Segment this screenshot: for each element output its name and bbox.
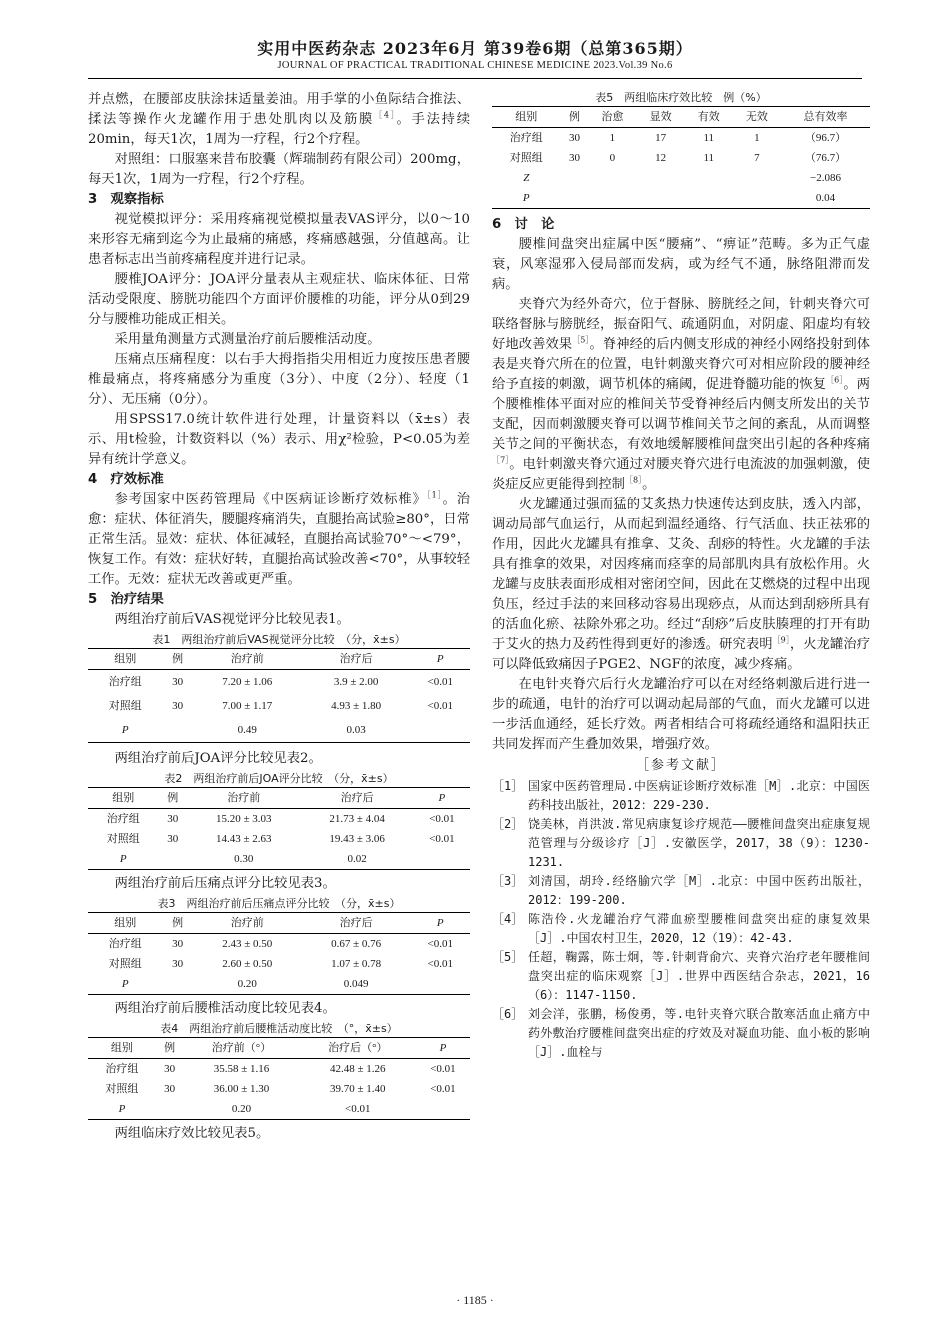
table-row [88, 1059, 470, 1080]
paragraph-table3-ref: 两组治疗前后压痛点评分比较见表3。 [114, 876, 336, 891]
table-header-cell: 治疗前（°） [183, 1038, 299, 1059]
reference-text: 饶美林，肖洪波.常见病康复诊疗规范——腰椎间盘突出症康复规范管理与分级诊疗［J］.安徽医学，2017，38（9）：1230-1231. [528, 817, 870, 869]
table-cell: 30 [164, 1063, 176, 1075]
paragraph-control-group: 对照组：口服塞来昔布胶囊（辉瑞制药有限公司）200mg，每天1次，1周为一疗程，行2个疗程。 [88, 152, 470, 187]
table-cell: <0.01 [300, 1099, 416, 1120]
table-cell: 30 [172, 676, 184, 688]
table-cell: 11 [703, 132, 715, 144]
table-cell: 30 [172, 958, 184, 970]
table-cell: 0 [609, 152, 616, 164]
table-header-cell: 治疗前 [187, 788, 300, 809]
table-cell: <0.01 [430, 1083, 456, 1095]
table-cell: P [88, 1099, 156, 1120]
table-cell: 对照组 [105, 1083, 139, 1095]
table-header-cell: 治疗前 [193, 649, 302, 670]
paragraph-criteria: 参考国家中医药管理局《中医病证诊断疗效标椎》$^{[1]}$。治愈：症状、体征消失，腰腿疼痛消失，直腿抬高试验≥80°，日常正常生活。显效：症状、体征减轻，直腿抬高试验70°～<79°，恢复工作。有效：症状好转，直腿抬高试验改善<70°，从事较轻工作。无效：症状无改善或更严重。 [88, 490, 471, 587]
table-cell [411, 718, 470, 743]
table-cell: 0.04 [781, 188, 870, 209]
table-cell [733, 188, 781, 209]
table-header-cell: P [411, 649, 470, 670]
table-cell: 7.20 ± 1.06 [222, 676, 273, 688]
table-header-cell: 组别 [492, 107, 561, 128]
table-cell: <0.01 [429, 813, 455, 825]
paragraph-pressure: 压痛点压痛程度：以右手大拇指指尖用相近力度按压患者腰椎最痛点，将疼痛感分为重度（3分）、中度（2分）、轻度（1分）、无压痛（0分）。 [88, 352, 470, 407]
table-header-cell: 治愈 [588, 107, 636, 128]
reference-text: 刘清国，胡玲.经络腧穴学［M］.北京：中国中医药出版社，2012：199-200. [528, 874, 870, 907]
references-heading: ［参考文献］ [635, 758, 726, 773]
table-cell: 治疗组 [509, 132, 543, 144]
paragraph-table1-ref: 两组治疗前后VAS视觉评分比较见表1。 [114, 612, 350, 627]
table-cell [158, 849, 187, 870]
table-cell: P [492, 188, 561, 209]
table-cell [561, 168, 589, 188]
table-2 [88, 787, 470, 870]
table-cell [588, 188, 636, 209]
table-4 [88, 1037, 470, 1120]
table-cell: 36.00 ± 1.30 [213, 1083, 270, 1095]
reference-text: 陈浩伶.火龙罐治疗气滞血瘀型腰椎间盘突出症的康复效果［J］.中国农村卫生，2020，12（19）：42-43. [528, 912, 870, 945]
table-cell: P [88, 974, 163, 995]
table-header-cell: 治疗后（°） [300, 1038, 416, 1059]
table-cell [685, 188, 733, 209]
table-cell: 2.60 ± 0.50 [222, 958, 273, 970]
table2-caption: 表2 两组治疗前后JOA评分比较 （分，x̄±s） [164, 772, 394, 785]
paragraph-rom: 采用量角测量方式测量治疗前后腰椎活动度。 [114, 332, 381, 347]
table-header-cell: 无效 [733, 107, 781, 128]
table-header-cell: P [416, 1038, 470, 1059]
reference-item [492, 872, 870, 910]
reference-list [492, 777, 870, 1062]
table-row [88, 1079, 470, 1099]
section-3-heading: 3 观察指标 [88, 192, 164, 207]
reference-item [492, 1005, 870, 1062]
table-header-cell: 治疗后 [302, 649, 411, 670]
table3-caption: 表3 两组治疗前后压痛点评分比较 （分，x̄±s） [157, 897, 401, 910]
reference-number: ［6］ [492, 1007, 524, 1021]
table1-caption: 表1 两组治疗前后VAS视觉评分比较 （分，x̄±s） [152, 633, 406, 646]
reference-item [492, 777, 870, 815]
table-cell: 对照组 [108, 958, 142, 970]
discussion-paragraph-1: 腰椎间盘突出症属中医“腰痛”、“痹证”范畴。多为正气虚衰，风寒湿邪入侵局部而发病，或为经气不通，脉络阻滞而发病。 [492, 237, 870, 292]
table-row [88, 670, 470, 695]
table-cell: 30 [172, 938, 184, 950]
table4-caption: 表4 两组治疗前后腰椎活动度比较 （°，x̄±s） [160, 1022, 398, 1035]
table-cell [637, 188, 685, 209]
table-header-cell: 例 [561, 107, 589, 128]
table-cell: 1 [754, 132, 760, 144]
table-header-cell: 组别 [88, 913, 163, 934]
table-row [88, 718, 470, 743]
discussion-paragraph-4: 在电针夹脊穴后行火龙罐治疗可以在对经络刺激后进行进一步的疏通，电针的治疗可以调动起局部的气血，而火龙罐可以进一步活血通经，延长疗效。两者相结合可将疏经通络和温阳扶正共同发挥而产生叠加效果，增强疗效。 [492, 677, 870, 752]
table-cell: P [88, 849, 158, 870]
table-cell: −2.086 [810, 172, 841, 184]
table-cell: 12 [655, 152, 667, 164]
table-cell: （96.7） [804, 132, 847, 144]
table-row [492, 168, 870, 188]
table-cell [685, 168, 733, 188]
table-cell: 35.58 ± 1.16 [213, 1063, 270, 1075]
table-row [88, 809, 470, 830]
table-header-cell: 显效 [637, 107, 685, 128]
table-cell [411, 974, 470, 995]
table-cell: 治疗组 [106, 813, 140, 825]
table-cell: 0.49 [193, 718, 302, 743]
table-cell: 3.9 ± 2.00 [333, 676, 379, 688]
reference-number: ［4］ [492, 912, 524, 926]
table-header-cell: 组别 [88, 649, 163, 670]
table-cell: <0.01 [427, 676, 454, 688]
table-cell: 30 [167, 833, 179, 845]
reference-item [492, 948, 870, 1005]
table-header-cell: P [411, 913, 470, 934]
table-cell [156, 1099, 184, 1120]
table-cell [637, 168, 685, 188]
table-cell: 19.43 ± 3.06 [329, 833, 385, 845]
table-cell: 21.73 ± 4.04 [329, 813, 385, 825]
paragraph-intro: 并点燃，在腰部皮肤涂抹适量姜油。用手掌的小鱼际结合推法、揉法等操作火龙罐作用于患处肌肉以及筋膜$^{[4]}$。手法持续20min，每天1次，1周为一疗程，行2个疗程。 [88, 92, 471, 147]
table-header-cell: 治疗前 [193, 913, 302, 934]
table-row [492, 128, 870, 149]
table-row [88, 849, 470, 870]
table-cell: 对照组 [106, 833, 140, 845]
table-cell [733, 168, 781, 188]
table-cell: 1 [609, 132, 616, 144]
table-cell: 30 [568, 152, 580, 164]
table-cell: 30 [172, 700, 184, 712]
table-header-cell: 总有效率 [781, 107, 870, 128]
table-cell: 0.20 [183, 1099, 299, 1120]
table-cell: 0.67 ± 0.76 [331, 938, 382, 950]
table-cell: Z [523, 172, 530, 184]
table-cell: 对照组 [509, 152, 543, 164]
section-4-heading: 4 疗效标准 [88, 472, 164, 487]
table-cell [414, 849, 470, 870]
table-cell: 0.30 [187, 849, 300, 870]
table-cell [163, 718, 193, 743]
section-6-heading: 6 讨 论 [492, 217, 555, 232]
table-header-cell: 有效 [685, 107, 733, 128]
table-row [88, 954, 470, 974]
table-cell: 0.20 [193, 974, 302, 995]
reference-text: 刘会洋，张鹏，杨俊勇，等.电针夹脊穴联合散寒活血止痛方中药外敷治疗腰椎间盘突出症的疗效及对凝血功能、血小板的影响［J］.血栓与 [528, 1007, 870, 1059]
reference-item [492, 910, 870, 948]
table-cell: 0.02 [300, 849, 413, 870]
reference-number: ［5］ [492, 950, 524, 964]
section-5-heading: 5 治疗结果 [88, 592, 164, 607]
table-cell: 1.07 ± 0.78 [331, 958, 382, 970]
table-cell: 17 [655, 132, 667, 144]
table-cell: 治疗组 [108, 938, 142, 950]
table-cell [561, 188, 589, 209]
table-header-cell: 例 [158, 788, 187, 809]
table-cell: 0.049 [302, 974, 411, 995]
page-number: · 1185 · [456, 1293, 494, 1307]
table-cell: <0.01 [427, 700, 454, 712]
table-cell [163, 974, 193, 995]
discussion-paragraph-3: 火龙罐通过强而猛的艾炙热力快速传达到皮肤，透入内部，调动局部气血运行，从而起到温经通络、行气活血、扶正祛邪的作用，因此火龙罐具有推拿、艾灸、刮痧的特性。火龙罐的手法具有推拿的效果，对因疼痛而痉挛的局部肌肉具有放松作用。火龙罐与皮肤表面形成相对密闭空间，因此在艾燃烧的过程中出现负压，经过手法的来回移动容易出现痧点，从而达到刮痧所具有的活血化瘀、祛除外邪之功。经过“刮痧”后皮肤腠理的打开有助于艾火的热力及药性得到更好的渗透。研究表明$^{[9]}$，火龙罐治疗可以降低致痛因子PGE2、NGF的浓度，减少疼痛。 [492, 497, 871, 672]
table-cell: 对照组 [108, 700, 142, 712]
table5-caption: 表5 两组临床疗效比较 例（%） [595, 91, 767, 104]
table-cell: 11 [703, 152, 715, 164]
discussion-paragraph-2: 夹脊穴为经外奇穴，位于督脉、膀胱经之间，针刺夹脊穴可联络督脉与膀胱经，振奋阳气、疏通阴血，对阴虚、阳虚均有较好地改善效果$^{[5]}$。脊神经的后内侧支形成的神经小网络投射到体表是夹脊穴所在的位置，电针刺激夹脊穴可对相应阶段的腰神经给予直接的刺激，调节机体的痛阈，促进脊髓功能的恢复$^{[6]}$。两个腰椎椎体平面对应的椎间关节受脊神经后内侧支所发出的关节支配，因而刺激腰夹脊可以调节椎间关节之间的紊乱，从而调整关节之间的平衡状态，有效地缓解腰椎间盘突出引起的各种疼痛$^{[7]}$。电针刺激夹脊穴通过对腰夹脊穴进行电流波的加强刺激，使炎症反应更能得到控制$^{[8]}$。 [492, 297, 871, 492]
table-cell: 7.00 ± 1.17 [222, 700, 273, 712]
table-header-cell: 例 [163, 913, 193, 934]
table-row [492, 188, 870, 209]
table-cell: 2.43 ± 0.50 [222, 938, 273, 950]
table-cell: 14.43 ± 2.63 [215, 833, 272, 845]
reference-number: ［1］ [492, 779, 524, 793]
reference-text: 任超，鞠露，陈士炯，等.针刺背俞穴、夹脊穴治疗老年腰椎间盘突出症的临床观察［J］.世界中西医结合杂志，2021，16（6）：1147-1150. [528, 950, 870, 1002]
journal-title-en: JOURNAL OF PRACTICAL TRADITIONAL CHINESE MEDICINE 2023.Vol.39 No.6 [277, 60, 673, 71]
table-cell: <0.01 [427, 958, 454, 970]
table-cell: 39.70 ± 1.40 [330, 1083, 386, 1095]
table-cell: <0.01 [430, 1063, 456, 1075]
header-rule [88, 78, 862, 79]
reference-number: ［2］ [492, 817, 524, 831]
table-header-cell: 例 [156, 1038, 184, 1059]
table-row [88, 829, 470, 849]
table-header-cell: 例 [163, 649, 193, 670]
reference-text: 国家中医药管理局.中医病证诊断疗效标准［M］.北京：中国医药科技出版社，2012：229-230. [528, 779, 870, 812]
table-cell: （76.7） [804, 152, 847, 164]
table-header-cell: 组别 [88, 1038, 156, 1059]
table-header-cell: 治疗后 [302, 913, 411, 934]
table-3 [88, 912, 470, 995]
reference-number: ［3］ [492, 874, 524, 888]
table-cell [588, 168, 636, 188]
table-header-cell: P [414, 788, 470, 809]
table-cell: 30 [167, 813, 179, 825]
paragraph-table2-ref: 两组治疗前后JOA评分比较见表2。 [114, 751, 322, 766]
paragraph-table4-ref: 两组治疗前后腰椎活动度比较见表4。 [114, 1001, 336, 1016]
right-column [492, 90, 870, 1062]
paragraph-statistics: 用SPSS17.0统计软件进行处理，计量资料以（x̄±s）表示、用t检验，计数资料以（%）表示、用χ²检验，P<0.05为差异有统计学意义。 [88, 412, 470, 467]
table-row [492, 148, 870, 168]
paragraph-joa: 腰椎JOA评分：JOA评分量表从主观症状、临床体征、日常活动受限度、膀胱功能四个方面评价腰椎的功能，评分从0到29分与腰椎功能成正相关。 [88, 272, 470, 327]
table-header-cell: 治疗后 [300, 788, 413, 809]
table-cell: 42.48 ± 1.26 [330, 1063, 386, 1075]
table-cell: 0.03 [302, 718, 411, 743]
table-cell: 治疗组 [105, 1063, 139, 1075]
table-row [88, 1099, 470, 1120]
table-row [88, 934, 470, 955]
journal-title: 实用中医药杂志 2023年6月 第39卷6期（总第365期） [257, 39, 693, 58]
reference-item [492, 815, 870, 872]
table-cell: 30 [568, 132, 580, 144]
table-cell: <0.01 [429, 833, 455, 845]
table-header-cell: 组别 [88, 788, 158, 809]
left-column [88, 90, 470, 1144]
table-row [88, 694, 470, 718]
paragraph-table5-ref: 两组临床疗效比较见表5。 [114, 1126, 270, 1141]
table-cell: <0.01 [427, 938, 454, 950]
table-cell [416, 1099, 470, 1120]
paragraph-vas: 视觉模拟评分：采用疼痛视觉模拟量表VAS评分，以0～10来形容无痛到迄今为止最痛的痛感，疼痛感越强，分值越高。让患者标志出当前疼痛程度并进行记录。 [88, 212, 470, 267]
table-cell: 4.93 ± 1.80 [331, 700, 382, 712]
table-cell: 治疗组 [108, 676, 142, 688]
table-5 [492, 106, 870, 209]
table-cell: P [88, 718, 163, 743]
table-cell: 15.20 ± 3.03 [215, 813, 272, 825]
table-row [88, 974, 470, 995]
table-1 [88, 648, 470, 743]
table-cell: 7 [754, 152, 760, 164]
table-cell: 30 [164, 1083, 176, 1095]
